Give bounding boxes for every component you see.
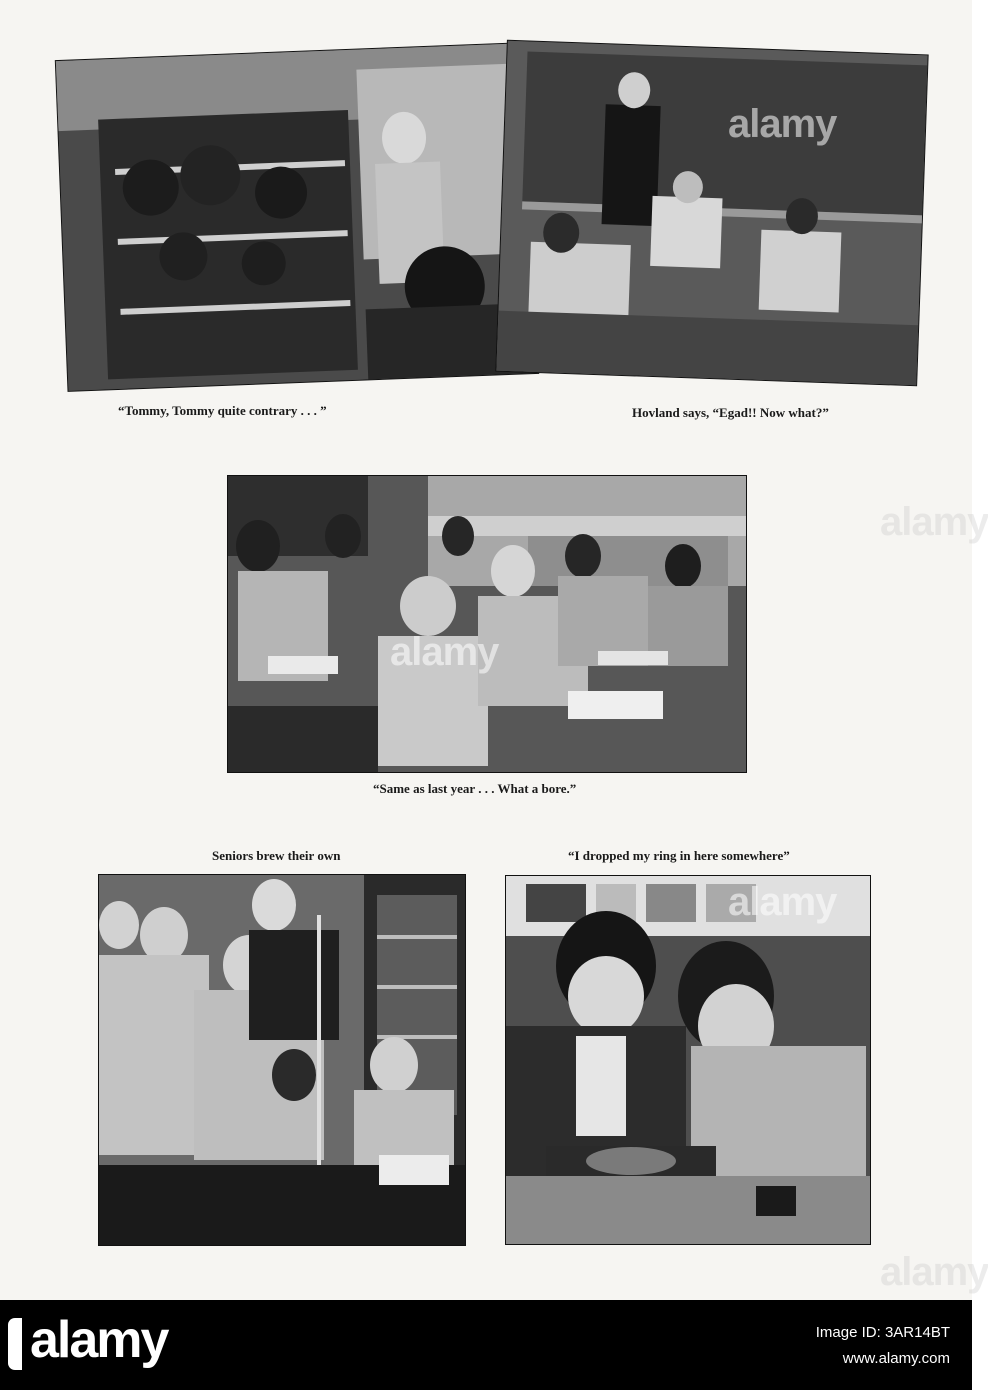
caption-photo5: “I dropped my ring in here somewhere” — [568, 848, 790, 863]
footer-meta — [816, 1320, 950, 1372]
alamy-logo-mark — [8, 1318, 22, 1370]
watermark-right-edge: alamy — [880, 500, 988, 544]
photo-classroom — [228, 476, 746, 772]
photo-chalkboard — [496, 41, 927, 385]
alamy-logo: alamy — [30, 1311, 168, 1369]
image-id: Image ID: 3AR14BT — [815, 1324, 950, 1341]
watermark-top-right: alamy — [728, 102, 837, 146]
watermark-right-edge-lower: alamy — [880, 1250, 988, 1294]
caption-photo4: Seniors brew their own — [212, 848, 341, 863]
photo-greenhouse — [56, 43, 538, 391]
caption-photo3: “Same as last year . . . What a bore.” — [373, 781, 577, 796]
photo-dissection — [506, 876, 870, 1244]
watermark-bottom-right: alamy — [728, 880, 837, 924]
watermark-center: alamy — [390, 630, 499, 674]
caption-photo1: “Tommy, Tommy quite contrary . . . ” — [118, 403, 327, 418]
caption-photo2: Hovland says, “Egad!! Now what?” — [632, 405, 829, 420]
photo-chemistry-lab — [99, 875, 465, 1245]
stock-footer — [0, 1300, 972, 1390]
site-url[interactable]: www.alamy.com — [842, 1350, 950, 1367]
